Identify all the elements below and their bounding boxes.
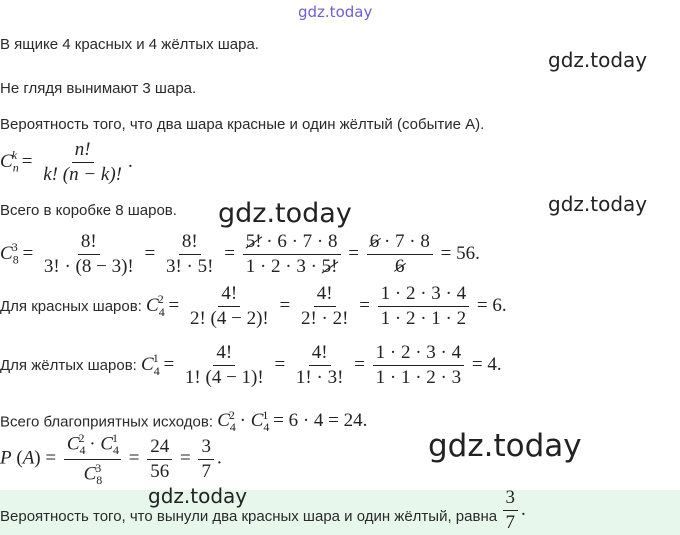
c83-calculation: $C_8^3$ = $\frac{8!}{3! \cdot (8 - 3)!}$ = $\frac{8!}{3! \cdot 5!}$ = $\frac{5! \cdot 6 \cdot 7 \cdot 8}{1 \cdot 2 \cdot 3 \cdot 5!}$ = $\frac{6 \cdot 7 \cdot 8}{6}$ = 56. bbox=[0, 231, 480, 277]
red-balls-calculation: Для красных шаров: $C_4^2$ = $\frac{4!}{2! (4 - 2)!}$ = $\frac{4!}{2! \cdot 2!}$ = $\frac{1 \cdot 2 \cdot 3 \cdot 4}{1 \cdot 2 \cdot 1 \cdot 2}$ = 6. bbox=[0, 283, 507, 329]
watermark-right-1: gdz.today bbox=[548, 48, 648, 72]
watermark-big: gdz.today bbox=[428, 428, 582, 464]
line-draw-three: Не глядя вынимают 3 шара. bbox=[0, 80, 197, 97]
watermark-mid: gdz.today bbox=[218, 198, 352, 229]
line-event-a: Вероятность того, что два шара красные и один жёлтый (событие A). bbox=[0, 116, 485, 133]
watermark-bottom: gdz.today bbox=[148, 484, 248, 508]
yellow-balls-calculation: Для жёлтых шаров: $C_4^1$ = $\frac{4!}{1! (4 - 1)!}$ = $\frac{4!}{1! \cdot 3!}$ = $\frac{1 \cdot 2 \cdot 3 \cdot 4}{1 \cdot 1 \cdot 2 \cdot 3}$ = 4. bbox=[0, 342, 502, 388]
answer-line: Вероятность того, что вынули два красных шара и один жёлтый, равна $\frac{3}{7}$ . bbox=[0, 487, 526, 533]
combination-formula: $C_n^k$ = $\frac{n!}{k! (n - k)!}$ . bbox=[0, 139, 133, 185]
watermark-right-2: gdz.today bbox=[548, 192, 648, 216]
line-balls-count: В ящике 4 красных и 4 жёлтых шара. bbox=[0, 36, 259, 53]
watermark-top: gdz.today bbox=[298, 3, 373, 21]
probability-formula: P (A) = $\frac{C_4^2 \cdot C_4^1}{C_8^3}$ = $\frac{24}{56}$ = $\frac{3}{7}$ . bbox=[0, 431, 222, 487]
line-total-balls: Всего в коробке 8 шаров. bbox=[0, 202, 177, 219]
favourable-outcomes: Всего благоприятных исходов: $C_4^2 \cdot C_4^1 = 6 \cdot 4 = 24$. bbox=[0, 408, 368, 435]
